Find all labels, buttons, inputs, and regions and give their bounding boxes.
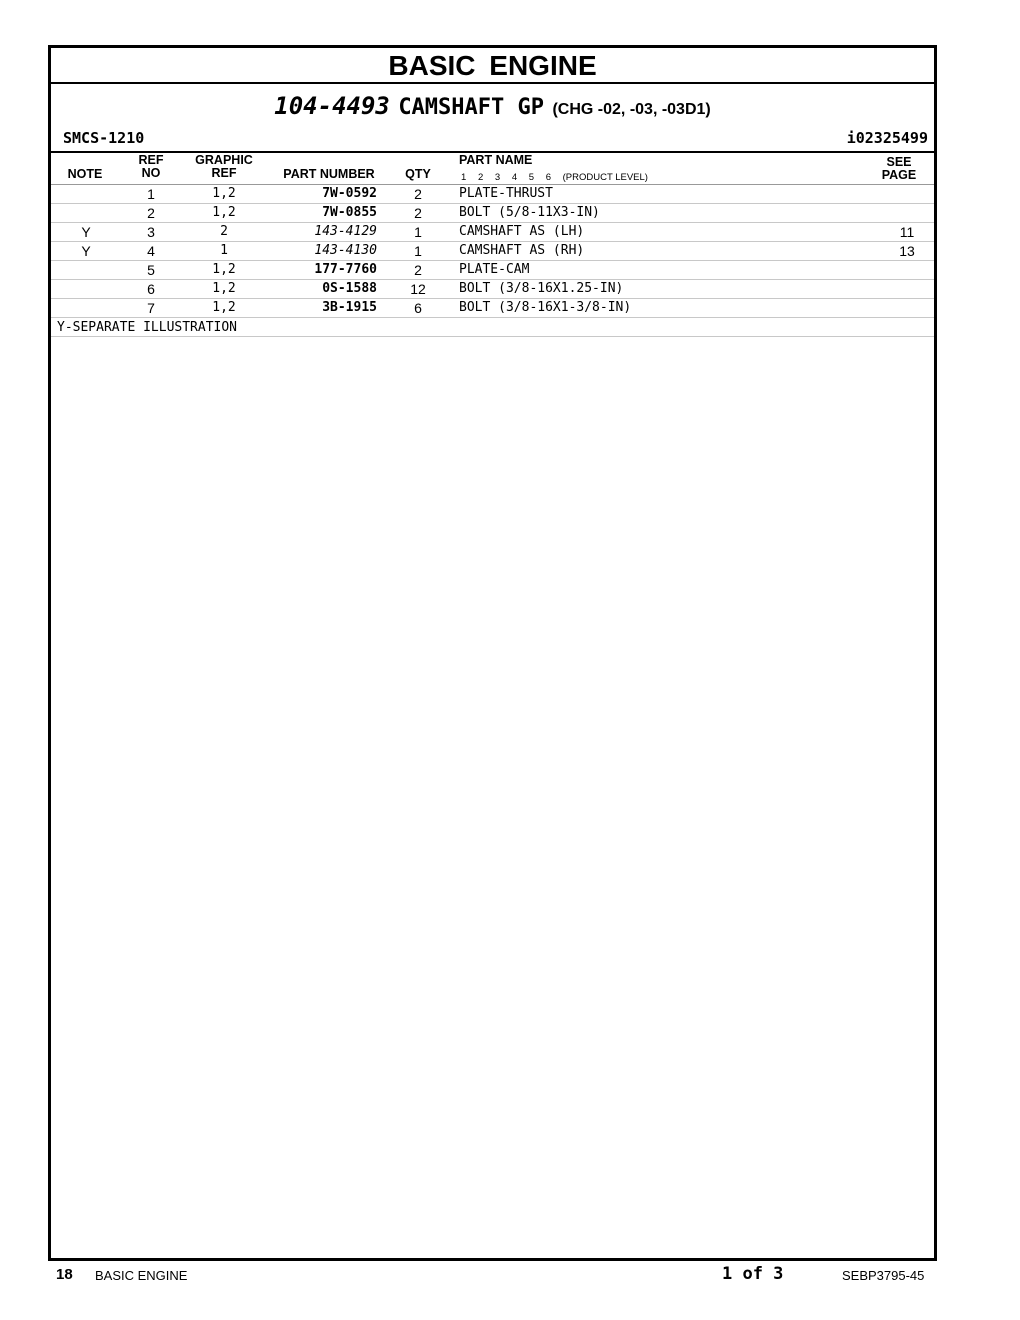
ref-cell: 1: [147, 186, 155, 202]
part-number-cell: 143-4129: [314, 224, 377, 239]
product-level-label: (PRODUCT LEVEL): [562, 172, 648, 183]
qty-cell: 1: [414, 243, 422, 259]
header-note: NOTE: [67, 167, 103, 181]
table-row: [51, 261, 934, 280]
ref-cell: 6: [147, 281, 155, 297]
graphic-ref-cell: 1: [220, 243, 228, 258]
level-4: 4: [511, 172, 518, 183]
group-change: (CHG -02, -03, -03D1): [552, 101, 711, 118]
header-ref-bottom: NO: [141, 166, 161, 180]
note-cell: Y: [81, 243, 91, 259]
qty-cell: 12: [410, 281, 426, 297]
footer-page-of: 1 of 3: [722, 1264, 784, 1284]
header-product-levels: [461, 172, 657, 183]
part-number-cell: 143-4130: [314, 243, 377, 258]
table-row: [51, 280, 934, 299]
header-ref-no: [133, 154, 169, 180]
part-name-cell: CAMSHAFT AS (LH): [459, 224, 585, 239]
footer-doc-number: SEBP3795-45: [842, 1268, 925, 1283]
footer-page-number: 18: [56, 1266, 73, 1283]
qty-cell: 2: [414, 186, 422, 202]
see-page-cell: 11: [899, 224, 915, 240]
header-graphic-ref: [189, 154, 259, 180]
level-3: 3: [494, 172, 501, 183]
illustration-id: i02325499: [846, 129, 928, 147]
table-row: [51, 242, 934, 261]
graphic-ref-cell: 1,2: [212, 300, 236, 315]
qty-cell: 2: [414, 262, 422, 278]
part-name-cell: PLATE-THRUST: [459, 186, 553, 201]
part-number-cell: 177-7760: [314, 262, 377, 277]
level-2: 2: [477, 172, 484, 183]
see-page-cell: 13: [899, 243, 915, 259]
ref-cell: 5: [147, 262, 155, 278]
footer-section: BASIC ENGINE: [95, 1268, 188, 1283]
header-ref-top: REF: [138, 153, 164, 167]
header-part-number: PART NUMBER: [283, 167, 375, 181]
part-name-cell: CAMSHAFT AS (RH): [459, 243, 585, 258]
header-qty: QTY: [405, 167, 431, 181]
group-title: [51, 92, 934, 120]
qty-cell: 6: [414, 300, 422, 316]
part-name-cell: BOLT (3/8-16X1.25-IN): [459, 281, 624, 296]
graphic-ref-cell: 1,2: [212, 186, 236, 201]
ref-cell: 3: [147, 224, 155, 240]
graphic-ref-cell: 1,2: [212, 262, 236, 277]
qty-cell: 2: [414, 205, 422, 221]
part-number-cell: 0S-1588: [322, 281, 377, 296]
smcs-code: SMCS-1210: [63, 129, 145, 147]
table-row: [51, 223, 934, 242]
part-number-cell: 3B-1915: [322, 300, 377, 315]
header-see-top: SEE: [886, 155, 912, 169]
level-1: 1: [461, 172, 467, 183]
header-part-name: PART NAME: [459, 153, 533, 167]
table-row: [51, 204, 934, 223]
section-title: BASIC ENGINE: [51, 48, 934, 84]
part-name-cell: BOLT (3/8-16X1-3/8-IN): [459, 300, 632, 315]
note-cell: Y: [81, 224, 91, 240]
header-graphic-bottom: REF: [211, 166, 237, 180]
ref-cell: 7: [147, 300, 155, 316]
graphic-ref-cell: 1,2: [212, 205, 236, 220]
group-number: 104-4493: [274, 92, 390, 120]
graphic-ref-cell: 2: [220, 224, 228, 239]
level-6: 6: [545, 172, 551, 183]
part-name-cell: BOLT (5/8-11X3-IN): [459, 205, 600, 220]
part-number-cell: 7W-0592: [322, 186, 377, 201]
qty-cell: 1: [414, 224, 422, 240]
table-row: [51, 185, 934, 204]
ref-cell: 2: [147, 205, 155, 221]
part-number-cell: 7W-0855: [322, 205, 377, 220]
header-graphic-top: GRAPHIC: [195, 153, 253, 167]
ref-cell: 4: [147, 243, 155, 259]
header-see-bottom: PAGE: [881, 168, 917, 182]
page-frame: [48, 45, 937, 1261]
group-name: CAMSHAFT GP: [398, 95, 545, 120]
graphic-ref-cell: 1,2: [212, 281, 236, 296]
parts-table: [51, 184, 934, 337]
note-legend: Y-SEPARATE ILLUSTRATION: [51, 318, 934, 337]
level-5: 5: [528, 172, 535, 183]
table-row: [51, 299, 934, 318]
header-see-page: [877, 154, 921, 182]
part-name-cell: PLATE-CAM: [459, 262, 530, 277]
